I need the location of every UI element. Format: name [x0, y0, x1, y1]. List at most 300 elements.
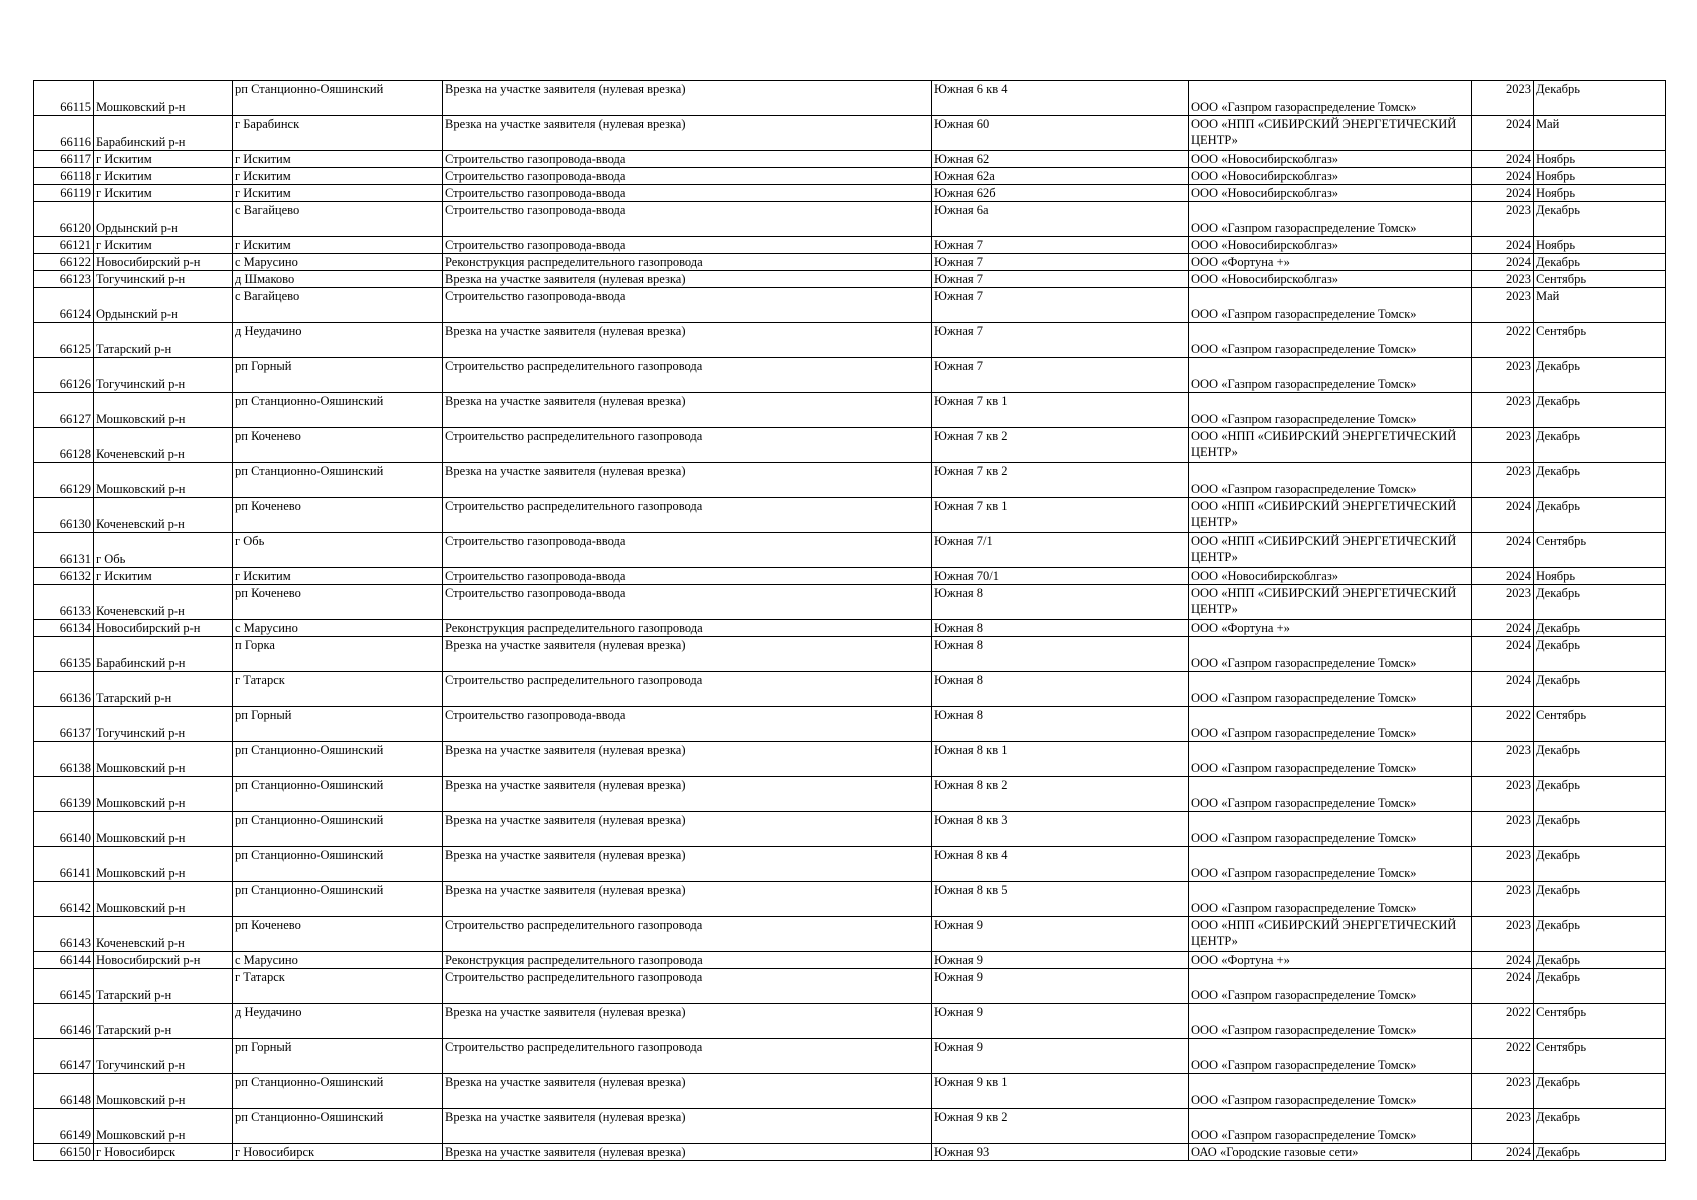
row-number: 66125: [34, 323, 94, 358]
locality-cell: д Шмаково: [233, 271, 443, 288]
locality-cell: рп Горный: [233, 358, 443, 393]
locality-cell: рп Коченево: [233, 498, 443, 533]
district-cell: Мошковский р-н: [94, 1074, 233, 1109]
year-cell: 2023: [1472, 202, 1534, 237]
month-cell: Ноябрь: [1534, 237, 1666, 254]
locality-cell: рп Станционно-Ояшинский: [233, 81, 443, 116]
address-cell: Южная 7: [932, 323, 1189, 358]
locality-cell: г Татарск: [233, 969, 443, 1004]
work-type-cell: Врезка на участке заявителя (нулевая врезка): [443, 271, 932, 288]
organization-cell: ООО «Газпром газораспределение Томск»: [1189, 323, 1472, 358]
table-row: [34, 288, 1666, 323]
work-type-cell: Строительство газопровода-ввода: [443, 237, 932, 254]
district-cell: г Искитим: [94, 237, 233, 254]
locality-cell: г Искитим: [233, 151, 443, 168]
month-cell: Декабрь: [1534, 202, 1666, 237]
table-row: [34, 847, 1666, 882]
work-type-cell: Врезка на участке заявителя (нулевая врезка): [443, 777, 932, 812]
month-cell: Сентябрь: [1534, 707, 1666, 742]
month-cell: Декабрь: [1534, 672, 1666, 707]
work-type-cell: Врезка на участке заявителя (нулевая врезка): [443, 637, 932, 672]
row-number: 66145: [34, 969, 94, 1004]
address-cell: Южная 9: [932, 917, 1189, 952]
row-number: 66140: [34, 812, 94, 847]
year-cell: 2023: [1472, 393, 1534, 428]
month-cell: Сентябрь: [1534, 1039, 1666, 1074]
table-row: [34, 917, 1666, 952]
month-cell: Декабрь: [1534, 742, 1666, 777]
row-number: 66148: [34, 1074, 94, 1109]
year-cell: 2024: [1472, 498, 1534, 533]
district-cell: Мошковский р-н: [94, 882, 233, 917]
row-number: 66139: [34, 777, 94, 812]
year-cell: 2023: [1472, 81, 1534, 116]
table-row: [34, 428, 1666, 463]
district-cell: Мошковский р-н: [94, 463, 233, 498]
row-number: 66129: [34, 463, 94, 498]
table-row: [34, 1004, 1666, 1039]
work-type-cell: Врезка на участке заявителя (нулевая врезка): [443, 1004, 932, 1039]
district-cell: Мошковский р-н: [94, 847, 233, 882]
work-type-cell: Строительство газопровода-ввода: [443, 707, 932, 742]
year-cell: 2024: [1472, 969, 1534, 1004]
address-cell: Южная 8: [932, 620, 1189, 637]
organization-cell: ООО «НПП «СИБИРСКИЙ ЭНЕРГЕТИЧЕСКИЙ ЦЕНТР»: [1189, 428, 1472, 463]
organization-cell: ОАО «Городские газовые сети»: [1189, 1144, 1472, 1161]
locality-cell: рп Станционно-Ояшинский: [233, 742, 443, 777]
address-cell: Южная 7: [932, 288, 1189, 323]
locality-cell: рп Коченево: [233, 917, 443, 952]
month-cell: Декабрь: [1534, 428, 1666, 463]
district-cell: г Обь: [94, 533, 233, 568]
address-cell: Южная 60: [932, 116, 1189, 151]
district-cell: Барабинский р-н: [94, 637, 233, 672]
month-cell: Декабрь: [1534, 637, 1666, 672]
row-number: 66144: [34, 952, 94, 969]
address-cell: Южная 7 кв 2: [932, 463, 1189, 498]
organization-cell: ООО «Газпром газораспределение Томск»: [1189, 742, 1472, 777]
district-cell: Тогучинский р-н: [94, 707, 233, 742]
district-cell: Новосибирский р-н: [94, 620, 233, 637]
month-cell: Декабрь: [1534, 777, 1666, 812]
row-number: 66134: [34, 620, 94, 637]
address-cell: Южная 62б: [932, 185, 1189, 202]
address-cell: Южная 8 кв 4: [932, 847, 1189, 882]
district-cell: Новосибирский р-н: [94, 254, 233, 271]
district-cell: г Искитим: [94, 151, 233, 168]
row-number: 66150: [34, 1144, 94, 1161]
table-row: [34, 777, 1666, 812]
month-cell: Декабрь: [1534, 358, 1666, 393]
year-cell: 2024: [1472, 637, 1534, 672]
month-cell: Май: [1534, 116, 1666, 151]
table-row: [34, 254, 1666, 271]
district-cell: Мошковский р-н: [94, 777, 233, 812]
year-cell: 2023: [1472, 463, 1534, 498]
organization-cell: ООО «Фортуна +»: [1189, 620, 1472, 637]
district-cell: Мошковский р-н: [94, 812, 233, 847]
locality-cell: рп Горный: [233, 1039, 443, 1074]
table-row: [34, 1074, 1666, 1109]
year-cell: 2024: [1472, 116, 1534, 151]
year-cell: 2022: [1472, 707, 1534, 742]
organization-cell: ООО «Газпром газораспределение Томск»: [1189, 288, 1472, 323]
month-cell: Декабрь: [1534, 847, 1666, 882]
locality-cell: рп Станционно-Ояшинский: [233, 882, 443, 917]
table-row: [34, 358, 1666, 393]
row-number: 66120: [34, 202, 94, 237]
row-number: 66123: [34, 271, 94, 288]
organization-cell: ООО «Новосибирскоблгаз»: [1189, 237, 1472, 254]
year-cell: 2024: [1472, 185, 1534, 202]
locality-cell: рп Станционно-Ояшинский: [233, 812, 443, 847]
organization-cell: ООО «Газпром газораспределение Томск»: [1189, 847, 1472, 882]
row-number: 66143: [34, 917, 94, 952]
year-cell: 2024: [1472, 568, 1534, 585]
year-cell: 2023: [1472, 428, 1534, 463]
district-cell: Татарский р-н: [94, 672, 233, 707]
table-row: [34, 568, 1666, 585]
address-cell: Южная 7/1: [932, 533, 1189, 568]
address-cell: Южная 6а: [932, 202, 1189, 237]
organization-cell: ООО «Газпром газораспределение Томск»: [1189, 969, 1472, 1004]
year-cell: 2024: [1472, 254, 1534, 271]
month-cell: Ноябрь: [1534, 168, 1666, 185]
month-cell: Декабрь: [1534, 1109, 1666, 1144]
locality-cell: г Искитим: [233, 168, 443, 185]
month-cell: Декабрь: [1534, 463, 1666, 498]
row-number: 66130: [34, 498, 94, 533]
year-cell: 2023: [1472, 812, 1534, 847]
table-row: [34, 168, 1666, 185]
locality-cell: рп Горный: [233, 707, 443, 742]
address-cell: Южная 9: [932, 969, 1189, 1004]
district-cell: Татарский р-н: [94, 323, 233, 358]
row-number: 66136: [34, 672, 94, 707]
locality-cell: г Новосибирск: [233, 1144, 443, 1161]
month-cell: Ноябрь: [1534, 568, 1666, 585]
locality-cell: д Неудачино: [233, 323, 443, 358]
address-cell: Южная 8: [932, 707, 1189, 742]
organization-cell: ООО «Газпром газораспределение Томск»: [1189, 812, 1472, 847]
address-cell: Южная 9: [932, 952, 1189, 969]
row-number: 66149: [34, 1109, 94, 1144]
month-cell: Ноябрь: [1534, 185, 1666, 202]
district-cell: г Искитим: [94, 168, 233, 185]
locality-cell: рп Станционно-Ояшинский: [233, 847, 443, 882]
district-cell: г Искитим: [94, 568, 233, 585]
work-type-cell: Врезка на участке заявителя (нулевая врезка): [443, 1074, 932, 1109]
year-cell: 2023: [1472, 358, 1534, 393]
locality-cell: с Марусино: [233, 952, 443, 969]
organization-cell: ООО «Газпром газораспределение Томск»: [1189, 358, 1472, 393]
locality-cell: рп Станционно-Ояшинский: [233, 393, 443, 428]
work-type-cell: Строительство распределительного газопровода: [443, 498, 932, 533]
year-cell: 2024: [1472, 237, 1534, 254]
row-number: 66121: [34, 237, 94, 254]
table-row: [34, 393, 1666, 428]
work-type-cell: Реконструкция распределительного газопровода: [443, 952, 932, 969]
month-cell: Декабрь: [1534, 812, 1666, 847]
row-number: 66124: [34, 288, 94, 323]
locality-cell: рп Станционно-Ояшинский: [233, 1109, 443, 1144]
table-row: [34, 533, 1666, 568]
organization-cell: ООО «НПП «СИБИРСКИЙ ЭНЕРГЕТИЧЕСКИЙ ЦЕНТР»: [1189, 116, 1472, 151]
year-cell: 2023: [1472, 1074, 1534, 1109]
table-row: [34, 585, 1666, 620]
work-type-cell: Строительство распределительного газопровода: [443, 917, 932, 952]
year-cell: 2022: [1472, 1004, 1534, 1039]
district-cell: Татарский р-н: [94, 969, 233, 1004]
row-number: 66117: [34, 151, 94, 168]
table-row: [34, 463, 1666, 498]
district-cell: Ордынский р-н: [94, 202, 233, 237]
address-cell: Южная 93: [932, 1144, 1189, 1161]
organization-cell: ООО «Газпром газораспределение Томск»: [1189, 1039, 1472, 1074]
table-row: [34, 707, 1666, 742]
organization-cell: ООО «Газпром газораспределение Томск»: [1189, 463, 1472, 498]
district-cell: Тогучинский р-н: [94, 1039, 233, 1074]
row-number: 66128: [34, 428, 94, 463]
month-cell: Декабрь: [1534, 952, 1666, 969]
row-number: 66141: [34, 847, 94, 882]
district-cell: Коченевский р-н: [94, 917, 233, 952]
year-cell: 2023: [1472, 271, 1534, 288]
month-cell: Декабрь: [1534, 81, 1666, 116]
row-number: 66137: [34, 707, 94, 742]
address-cell: Южная 7: [932, 254, 1189, 271]
month-cell: Декабрь: [1534, 1074, 1666, 1109]
month-cell: Декабрь: [1534, 393, 1666, 428]
table-row: [34, 952, 1666, 969]
year-cell: 2024: [1472, 533, 1534, 568]
address-cell: Южная 8: [932, 585, 1189, 620]
month-cell: Сентябрь: [1534, 323, 1666, 358]
year-cell: 2022: [1472, 323, 1534, 358]
locality-cell: г Искитим: [233, 568, 443, 585]
work-type-cell: Врезка на участке заявителя (нулевая врезка): [443, 847, 932, 882]
month-cell: Декабрь: [1534, 498, 1666, 533]
work-type-cell: Врезка на участке заявителя (нулевая врезка): [443, 812, 932, 847]
district-cell: Татарский р-н: [94, 1004, 233, 1039]
table-row: [34, 185, 1666, 202]
work-type-cell: Врезка на участке заявителя (нулевая врезка): [443, 116, 932, 151]
work-type-cell: Строительство газопровода-ввода: [443, 288, 932, 323]
row-number: 66132: [34, 568, 94, 585]
year-cell: 2023: [1472, 777, 1534, 812]
district-cell: Коченевский р-н: [94, 498, 233, 533]
row-number: 66133: [34, 585, 94, 620]
table-row: [34, 882, 1666, 917]
row-number: 66116: [34, 116, 94, 151]
work-type-cell: Строительство распределительного газопровода: [443, 358, 932, 393]
table-row: [34, 637, 1666, 672]
district-cell: Барабинский р-н: [94, 116, 233, 151]
month-cell: Декабрь: [1534, 882, 1666, 917]
work-type-cell: Строительство распределительного газопровода: [443, 672, 932, 707]
month-cell: Декабрь: [1534, 585, 1666, 620]
district-cell: Тогучинский р-н: [94, 358, 233, 393]
table-row: [34, 1109, 1666, 1144]
district-cell: Мошковский р-н: [94, 81, 233, 116]
address-cell: Южная 62: [932, 151, 1189, 168]
table-row: [34, 620, 1666, 637]
address-cell: Южная 8: [932, 637, 1189, 672]
district-cell: Ордынский р-н: [94, 288, 233, 323]
year-cell: 2023: [1472, 585, 1534, 620]
address-cell: Южная 8 кв 1: [932, 742, 1189, 777]
year-cell: 2023: [1472, 882, 1534, 917]
address-cell: Южная 9 кв 2: [932, 1109, 1189, 1144]
month-cell: Декабрь: [1534, 254, 1666, 271]
district-cell: Мошковский р-н: [94, 1109, 233, 1144]
row-number: 66126: [34, 358, 94, 393]
table-row: [34, 969, 1666, 1004]
row-number: 66135: [34, 637, 94, 672]
work-type-cell: Строительство газопровода-ввода: [443, 568, 932, 585]
work-type-cell: Врезка на участке заявителя (нулевая врезка): [443, 882, 932, 917]
year-cell: 2023: [1472, 742, 1534, 777]
organization-cell: ООО «Газпром газораспределение Томск»: [1189, 882, 1472, 917]
year-cell: 2024: [1472, 168, 1534, 185]
table-row: [34, 1039, 1666, 1074]
address-cell: Южная 8: [932, 672, 1189, 707]
register-table-body: [34, 81, 1666, 1161]
year-cell: 2023: [1472, 847, 1534, 882]
address-cell: Южная 8 кв 2: [932, 777, 1189, 812]
month-cell: Декабрь: [1534, 969, 1666, 1004]
address-cell: Южная 9 кв 1: [932, 1074, 1189, 1109]
month-cell: Сентябрь: [1534, 533, 1666, 568]
year-cell: 2024: [1472, 1144, 1534, 1161]
district-cell: Коченевский р-н: [94, 428, 233, 463]
address-cell: Южная 8 кв 3: [932, 812, 1189, 847]
table-row: [34, 498, 1666, 533]
year-cell: 2024: [1472, 952, 1534, 969]
organization-cell: ООО «НПП «СИБИРСКИЙ ЭНЕРГЕТИЧЕСКИЙ ЦЕНТР»: [1189, 498, 1472, 533]
work-type-cell: Врезка на участке заявителя (нулевая врезка): [443, 742, 932, 777]
work-type-cell: Реконструкция распределительного газопровода: [443, 620, 932, 637]
month-cell: Сентябрь: [1534, 271, 1666, 288]
table-row: [34, 237, 1666, 254]
work-type-cell: Врезка на участке заявителя (нулевая врезка): [443, 1144, 932, 1161]
locality-cell: рп Станционно-Ояшинский: [233, 463, 443, 498]
organization-cell: ООО «НПП «СИБИРСКИЙ ЭНЕРГЕТИЧЕСКИЙ ЦЕНТР»: [1189, 917, 1472, 952]
month-cell: Май: [1534, 288, 1666, 323]
locality-cell: п Горка: [233, 637, 443, 672]
address-cell: Южная 7 кв 1: [932, 393, 1189, 428]
month-cell: Ноябрь: [1534, 151, 1666, 168]
table-row: [34, 672, 1666, 707]
district-cell: г Искитим: [94, 185, 233, 202]
organization-cell: ООО «Газпром газораспределение Томск»: [1189, 637, 1472, 672]
organization-cell: ООО «Газпром газораспределение Томск»: [1189, 1109, 1472, 1144]
work-type-cell: Врезка на участке заявителя (нулевая врезка): [443, 81, 932, 116]
organization-cell: ООО «Газпром газораспределение Томск»: [1189, 1074, 1472, 1109]
organization-cell: ООО «Новосибирскоблгаз»: [1189, 168, 1472, 185]
row-number: 66127: [34, 393, 94, 428]
month-cell: Декабрь: [1534, 1144, 1666, 1161]
year-cell: 2023: [1472, 917, 1534, 952]
locality-cell: г Обь: [233, 533, 443, 568]
row-number: 66115: [34, 81, 94, 116]
district-cell: г Новосибирск: [94, 1144, 233, 1161]
organization-cell: ООО «Новосибирскоблгаз»: [1189, 151, 1472, 168]
address-cell: Южная 9: [932, 1039, 1189, 1074]
locality-cell: рп Станционно-Ояшинский: [233, 777, 443, 812]
work-type-cell: Строительство газопровода-ввода: [443, 533, 932, 568]
organization-cell: ООО «Газпром газораспределение Томск»: [1189, 1004, 1472, 1039]
organization-cell: ООО «Новосибирскоблгаз»: [1189, 568, 1472, 585]
work-type-cell: Строительство распределительного газопровода: [443, 1039, 932, 1074]
work-type-cell: Строительство газопровода-ввода: [443, 151, 932, 168]
year-cell: 2024: [1472, 151, 1534, 168]
organization-cell: ООО «Газпром газораспределение Томск»: [1189, 393, 1472, 428]
month-cell: Декабрь: [1534, 620, 1666, 637]
row-number: 66119: [34, 185, 94, 202]
table-row: [34, 812, 1666, 847]
work-type-cell: Строительство газопровода-ввода: [443, 585, 932, 620]
row-number: 66147: [34, 1039, 94, 1074]
district-cell: Новосибирский р-н: [94, 952, 233, 969]
table-row: [34, 151, 1666, 168]
address-cell: Южная 7: [932, 237, 1189, 254]
district-cell: Мошковский р-н: [94, 393, 233, 428]
register-table: [33, 80, 1666, 1161]
row-number: 66142: [34, 882, 94, 917]
address-cell: Южная 7: [932, 358, 1189, 393]
year-cell: 2024: [1472, 672, 1534, 707]
work-type-cell: Врезка на участке заявителя (нулевая врезка): [443, 1109, 932, 1144]
district-cell: Тогучинский р-н: [94, 271, 233, 288]
locality-cell: рп Станционно-Ояшинский: [233, 1074, 443, 1109]
organization-cell: ООО «НПП «СИБИРСКИЙ ЭНЕРГЕТИЧЕСКИЙ ЦЕНТР»: [1189, 533, 1472, 568]
address-cell: Южная 70/1: [932, 568, 1189, 585]
organization-cell: ООО «Новосибирскоблгаз»: [1189, 271, 1472, 288]
year-cell: 2023: [1472, 288, 1534, 323]
table-row: [34, 742, 1666, 777]
year-cell: 2022: [1472, 1039, 1534, 1074]
organization-cell: ООО «Газпром газораспределение Томск»: [1189, 672, 1472, 707]
work-type-cell: Строительство газопровода-ввода: [443, 202, 932, 237]
work-type-cell: Строительство распределительного газопровода: [443, 969, 932, 1004]
district-cell: Мошковский р-н: [94, 742, 233, 777]
organization-cell: ООО «Фортуна +»: [1189, 254, 1472, 271]
address-cell: Южная 62а: [932, 168, 1189, 185]
locality-cell: г Искитим: [233, 237, 443, 254]
address-cell: Южная 9: [932, 1004, 1189, 1039]
locality-cell: г Искитим: [233, 185, 443, 202]
organization-cell: ООО «Новосибирскоблгаз»: [1189, 185, 1472, 202]
district-cell: Коченевский р-н: [94, 585, 233, 620]
row-number: 66131: [34, 533, 94, 568]
organization-cell: ООО «НПП «СИБИРСКИЙ ЭНЕРГЕТИЧЕСКИЙ ЦЕНТР»: [1189, 585, 1472, 620]
work-type-cell: Строительство распределительного газопровода: [443, 428, 932, 463]
address-cell: Южная 6 кв 4: [932, 81, 1189, 116]
month-cell: Сентябрь: [1534, 1004, 1666, 1039]
locality-cell: с Марусино: [233, 254, 443, 271]
row-number: 66118: [34, 168, 94, 185]
locality-cell: г Барабинск: [233, 116, 443, 151]
organization-cell: ООО «Газпром газораспределение Томск»: [1189, 777, 1472, 812]
locality-cell: рп Коченево: [233, 428, 443, 463]
table-row: [34, 271, 1666, 288]
work-type-cell: Врезка на участке заявителя (нулевая врезка): [443, 463, 932, 498]
work-type-cell: Строительство газопровода-ввода: [443, 168, 932, 185]
work-type-cell: Врезка на участке заявителя (нулевая врезка): [443, 393, 932, 428]
table-row: [34, 81, 1666, 116]
table-row: [34, 1144, 1666, 1161]
